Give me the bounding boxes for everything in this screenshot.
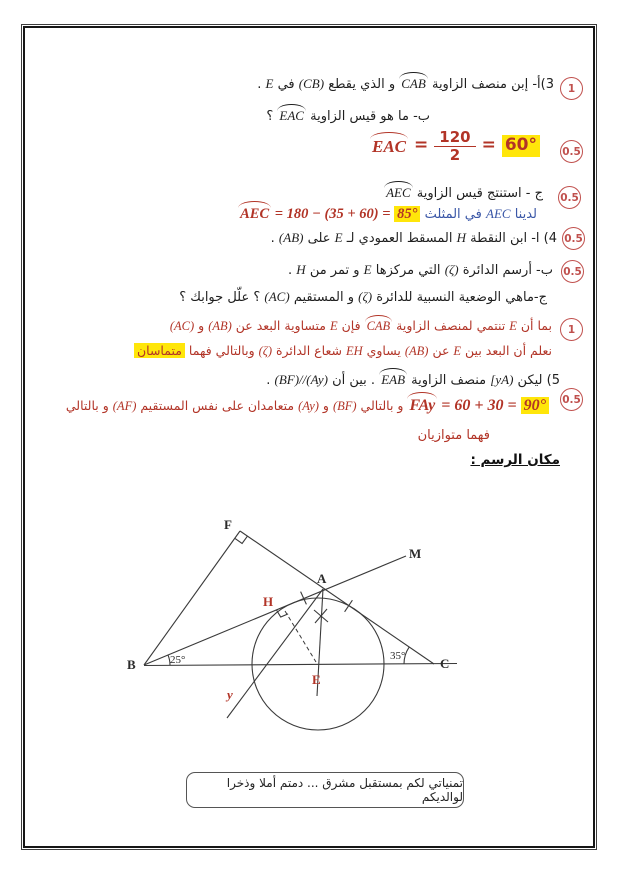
answer-aec: لدينا AEC في المثلث AEC = 180 − (35 + 60) = 85°	[238, 203, 537, 223]
point-label-m: M	[409, 546, 422, 561]
ray-a-y	[227, 589, 323, 718]
question-5: 5) ليكن [yA) منصف الزاوية EAB . بين أن (BF)//(Ay) .	[266, 372, 560, 388]
ray-label-y: y	[227, 687, 233, 702]
point-label-f: F	[224, 517, 232, 532]
drawing-area-title: مكان الرسم :	[470, 452, 560, 468]
score-badge: 0.5	[558, 186, 581, 209]
score-badge: 1	[560, 77, 583, 100]
equals-sign: =	[481, 135, 496, 156]
answer-parallel: فهما متوازيان	[417, 428, 490, 443]
justification-line-1: بما أن E تنتمي لمنصف الزاوية CAB فإن E متساوية البعد عن (AB) و (AC)	[169, 318, 552, 333]
right-angle-mark-f	[235, 536, 248, 543]
answer-eac-formula	[370, 129, 540, 163]
point-label-h: H	[263, 594, 274, 609]
score-badge: 0.5	[562, 227, 585, 250]
angle-value-b: 25°	[170, 654, 186, 666]
score-badge: 0.5	[561, 260, 584, 283]
question-4b: ب- أرسم الدائرة (ζ) التي مركزها E و تمر من H .	[288, 262, 553, 278]
point-label-e: E	[312, 672, 321, 687]
point-label-b: B	[127, 657, 136, 672]
angle-eac-symbol: EAC	[370, 134, 408, 157]
tick-mark-ac	[345, 600, 353, 612]
answer-fay: FAy = 60 + 30 = 90° و بالتالي (BF) و (Ay) متعامدان على نفس المستقيم (AF) و بالتالي	[66, 394, 549, 416]
score-badge: 0.5	[560, 140, 583, 163]
footer-wish-text: تمنياتي لكم بمستقبل مشرق ... دمتم أملا وذخرا لوالديكم	[226, 776, 463, 804]
point-label-a: A	[317, 571, 327, 586]
fraction-120-over-2: $\frac{120}{2}$	[434, 129, 475, 163]
equals-sign: =	[414, 135, 429, 156]
point-label-c: C	[440, 656, 450, 671]
question-4a: 4) ا- ابن النقطة H المسقط العمودي لـ E على (AB) .	[270, 230, 557, 246]
segment-bc	[144, 664, 457, 666]
justification-line-2: نعلم أن البعد بين E عن (AB) يساوي EH شعاع الدائرة (ζ) وبالتالي فهما متماسان	[134, 343, 552, 360]
question-4c: ج-ماهي الوضعية النسبية للدائرة (ζ) و المستقيم (AC) ؟ علّل جوابك ؟	[179, 289, 547, 305]
question-3a: 3)أ- إبن منصف الزاوية CAB و الذي يقطع (CB) في E .	[257, 76, 554, 92]
score-badge: 0.5	[560, 388, 583, 411]
footer-wish-box	[186, 772, 464, 808]
geometry-figure	[95, 503, 485, 765]
highlighted-result-60: 60°	[502, 135, 540, 156]
question-3c: ج - استنتج قيس الزاوية AEC	[386, 185, 543, 201]
angle-value-c: 35°	[390, 650, 406, 662]
question-3b: ب- ما هو قيس الزاوية EAC ؟	[266, 108, 430, 124]
score-badge: 1	[560, 318, 583, 341]
